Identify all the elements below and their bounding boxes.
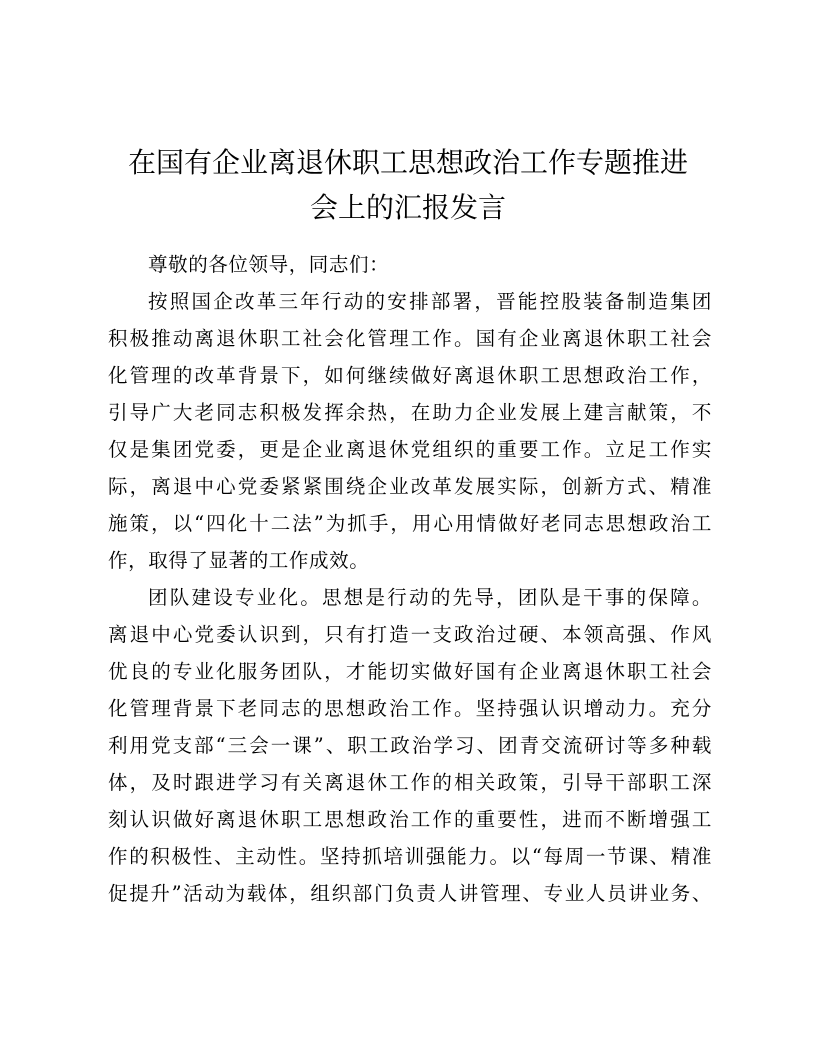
paragraph-line: 际，离退中心党委紧紧围绕企业改革发展实际，创新方式、精准 [108, 475, 712, 498]
paragraph-line: 引导广大老同志积极发挥余热，在助力企业发展上建言献策，不 [108, 401, 712, 424]
paragraph-line: 仅是集团党委，更是企业离退休党组织的重要工作。立足工作实 [108, 438, 712, 461]
paragraph-line: 化管理的改革背景下，如何继续做好离退休职工思想政治工作， [108, 364, 712, 387]
paragraph-line: 团队建设专业化。思想是行动的先导，团队是干事的保障。 [148, 586, 712, 609]
paragraph-line: 利用党支部“三会一课”、职工政治学习、团青交流研讨等多种载 [108, 734, 712, 757]
paragraph-line: 促提升”活动为载体，组织部门负责人讲管理、专业人员讲业务、 [108, 882, 712, 905]
paragraph-line: 离退中心党委认识到，只有打造一支政治过硬、本领高强、作风 [108, 623, 712, 646]
document-title-line-1: 在国有企业离退休职工思想政治工作专题推进 [127, 146, 688, 179]
paragraph-line: 作的积极性、主动性。坚持抓培训强能力。以“每周一节课、精准 [108, 845, 712, 868]
paragraph-line: 刻认识做好离退休职工思想政治工作的重要性，进而不断增强工 [108, 808, 712, 831]
paragraph-line: 作，取得了显著的工作成效。 [108, 549, 370, 572]
paragraph-line: 化管理背景下老同志的思想政治工作。坚持强认识增动力。充分 [108, 697, 712, 720]
document-title-line-2: 会上的汇报发言 [309, 191, 506, 224]
paragraph-line: 施策，以“四化十二法”为抓手，用心用情做好老同志思想政治工 [108, 512, 712, 535]
salutation: 尊敬的各位领导，同志们： [148, 253, 390, 276]
paragraph-line: 积极推动离退休职工社会化管理工作。国有企业离退休职工社会 [108, 327, 712, 350]
paragraph-line: 优良的专业化服务团队，才能切实做好国有企业离退休职工社会 [108, 660, 712, 683]
paragraph-line: 体，及时跟进学习有关离退休工作的相关政策，引导干部职工深 [108, 771, 712, 794]
paragraph-line: 按照国企改革三年行动的安排部署，晋能控股装备制造集团 [148, 290, 712, 313]
